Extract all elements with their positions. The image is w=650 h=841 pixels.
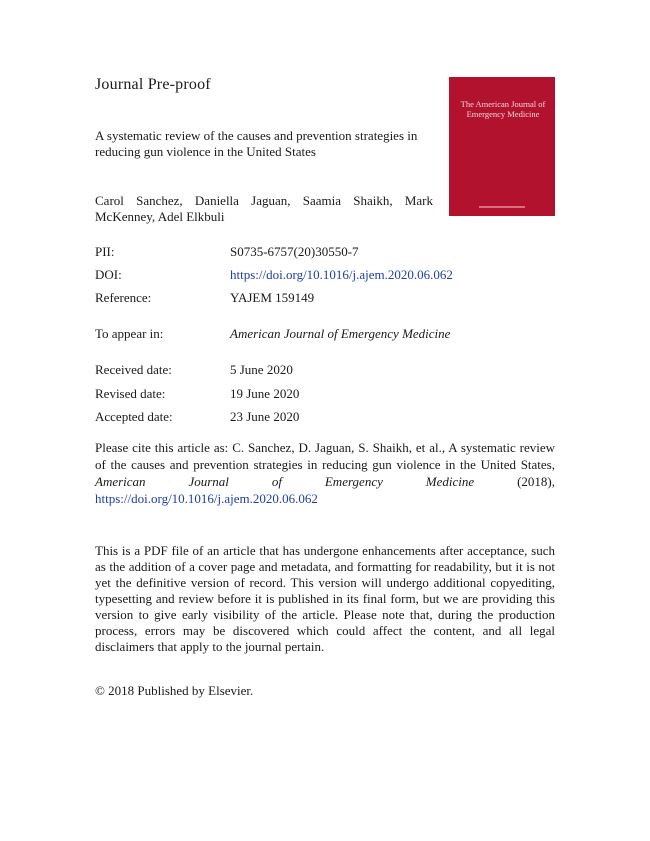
article-authors: Carol Sanchez, Daniella Jaguan, Saamia Shaikh, Mark McKenney, Adel Elkbuli: [95, 193, 433, 224]
received-row: [95, 362, 555, 378]
citation-journal: American Journal of Emergency Medicine: [95, 474, 475, 489]
revised-value: 19 June 2020: [230, 386, 300, 401]
appear-label: To appear in:: [95, 326, 164, 341]
citation-paragraph: [95, 439, 555, 507]
cover-publisher-mark: [479, 206, 525, 208]
received-value: 5 June 2020: [230, 362, 293, 377]
pii-row: [95, 244, 555, 260]
doi-link[interactable]: https://doi.org/10.1016/j.ajem.2020.06.062: [230, 267, 453, 282]
accepted-value: 23 June 2020: [230, 409, 300, 424]
accepted-label: Accepted date:: [95, 409, 173, 424]
disclaimer-paragraph: This is a PDF file of an article that has undergone enhancements after acceptance, such as the addition of a cover page and metadata, and formatting for readability, but it is not yet the definitive version of record. This version will undergo additional copyediting, typesetting and review before it is published in its final form, but we are providing this version to give early visibility of the article. Please note that, during the production process, errors may be discovered which could affect the content, and all legal disclaimers that apply to the journal pertain.: [95, 543, 555, 654]
journal-pre-proof-label: Journal Pre-proof: [95, 76, 211, 93]
doi-label: DOI:: [95, 267, 122, 282]
revised-row: [95, 386, 555, 402]
accepted-row: [95, 409, 555, 425]
appear-row: [95, 326, 555, 342]
pii-label: PII:: [95, 244, 115, 259]
appear-value: American Journal of Emergency Medicine: [230, 326, 451, 341]
article-title: A systematic review of the causes and prevention strategies in reducing gun violence in the United States: [95, 128, 418, 159]
pii-value: S0735-6757(20)30550-7: [230, 244, 359, 259]
journal-cover-image: [449, 77, 555, 216]
revised-label: Revised date:: [95, 386, 166, 401]
received-label: Received date:: [95, 362, 172, 377]
reference-label: Reference:: [95, 290, 152, 305]
journal-cover-title: The American Journal of Emergency Medicine: [460, 99, 546, 119]
copyright-notice: © 2018 Published by Elsevier.: [95, 683, 254, 698]
citation-year: (2018),: [517, 474, 556, 489]
citation-doi-link[interactable]: https://doi.org/10.1016/j.ajem.2020.06.062: [95, 491, 318, 506]
doi-row: [95, 267, 555, 283]
reference-value: YAJEM 159149: [230, 290, 315, 305]
reference-row: [95, 290, 555, 306]
citation-prefix: Please cite this article as: C. Sanchez, D. Jaguan, S. Shaikh, et al., A systematic review of the causes and prevention strategies in reducing gun violence in the United States,: [95, 440, 555, 472]
